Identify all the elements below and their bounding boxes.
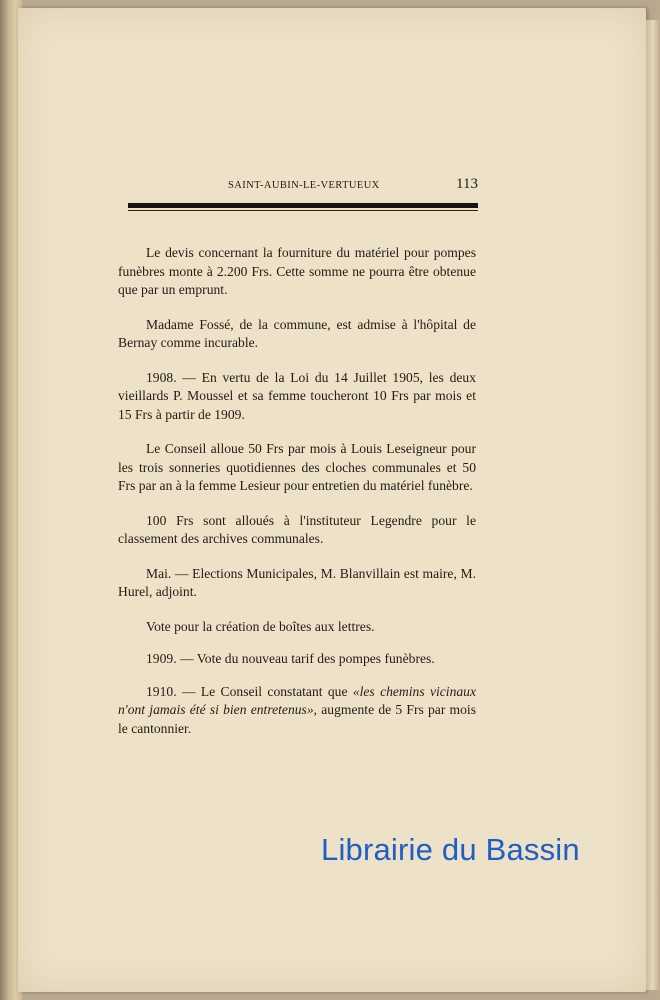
- paragraph-bell-ringing-allowance: Le Conseil alloue 50 Frs par mois à Louis Leseigneur pour les trois sonneries quotidiennes des cloches communales et 50 Frs par an à la femme Lesieur pour entretien du matériel funèbre.: [118, 441, 476, 493]
- header-rule-thick: [128, 203, 478, 208]
- paragraph-archives-allowance: 100 Frs sont alloués à l'instituteur Legendre pour le classement des archives communales.: [118, 512, 476, 546]
- paragraph-1910-lead: 1910. — Le Conseil constatant que: [146, 683, 353, 699]
- page-stack-edge: [646, 20, 660, 990]
- paragraph-1910-road-worker: [118, 683, 476, 739]
- paragraph-1910-tail: , augmente de 5 Frs par mois le cantonnier.: [118, 702, 476, 736]
- header-rule-thin: [128, 210, 478, 211]
- page-header: [228, 176, 478, 198]
- quoted-text: «les chemins vicinaux n'ont jamais été si bien entretenus»: [118, 683, 476, 717]
- paragraph-1909-funeral-tariff: 1909. — Vote du nouveau tarif des pompes funèbres.: [146, 651, 435, 666]
- paragraph-1908-pension: 1908. — En vertu de la Loi du 14 Juillet 1905, les deux vieillards P. Moussel et sa femme toucheront 10 Frs par mois et 15 Frs à partir de 1909.: [118, 369, 476, 422]
- paragraph-municipal-elections: Mai. — Elections Municipales, M. Blanvillain est maire, M. Hurel, adjoint.: [118, 565, 476, 599]
- page-number: 113: [456, 176, 478, 192]
- bookseller-watermark: Librairie du Bassin: [321, 832, 580, 867]
- paragraph-madame-fosse: Madame Fossé, de la commune, est admise à l'hôpital de Bernay comme incurable.: [118, 316, 476, 350]
- body-text: [118, 244, 476, 754]
- running-title: SAINT-AUBIN-LE-VERTUEUX: [228, 180, 380, 191]
- paragraph-funeral-equipment-quote: Le devis concernant la fourniture du matériel pour pompes funèbres monte à 2.200 Frs. Cette somme ne pourra être obtenue que par un emprunt.: [118, 245, 476, 297]
- paragraph-letter-boxes: Vote pour la création de boîtes aux lettres.: [146, 618, 375, 634]
